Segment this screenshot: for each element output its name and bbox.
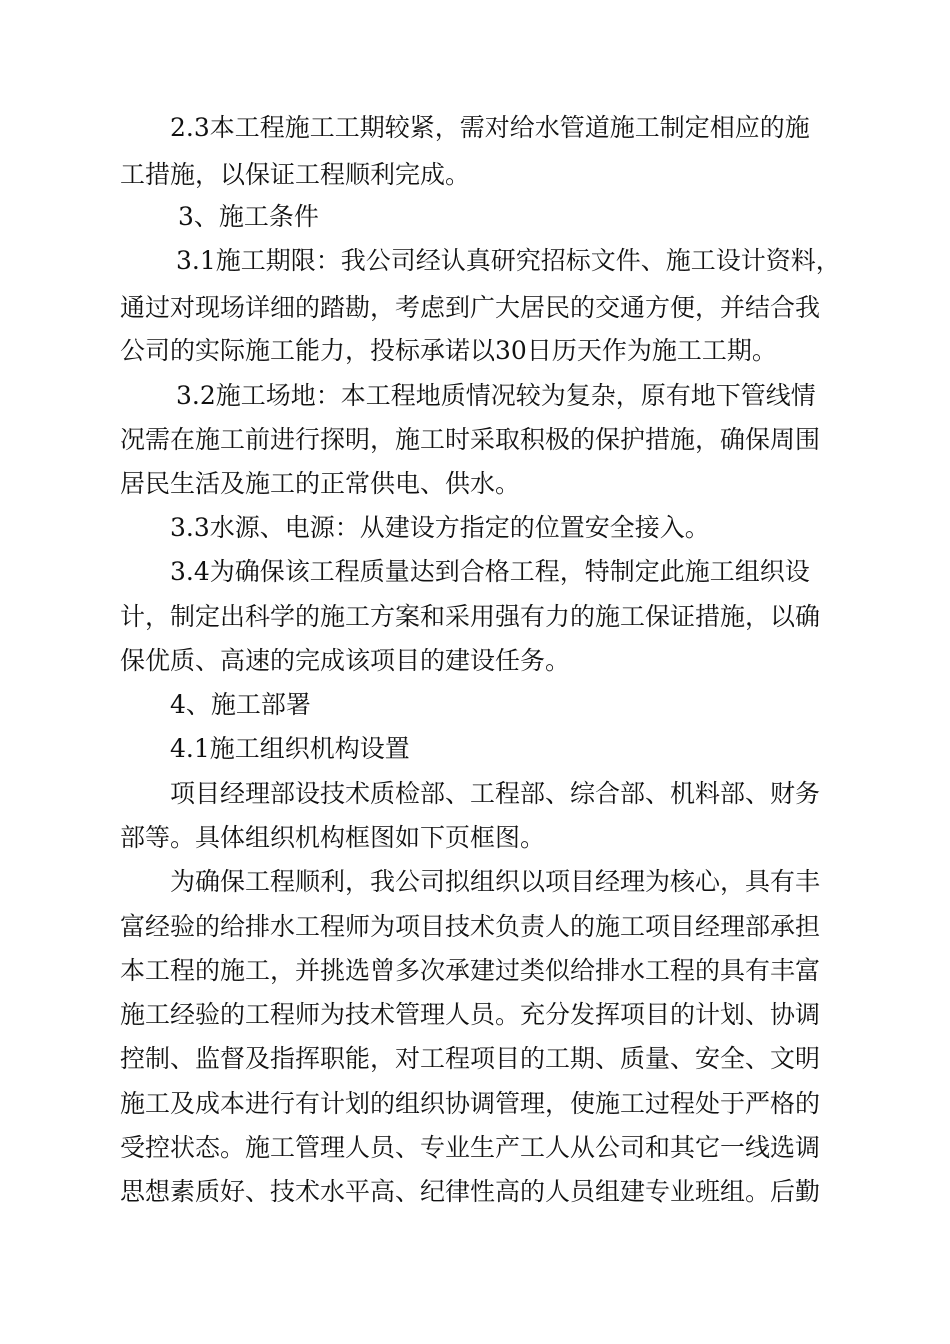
text-line: 居民生活及施工的正常供电、供水。	[120, 469, 521, 498]
text-line: 为确保工程顺利，我公司拟组织以项目经理为核心，具有丰	[170, 867, 821, 896]
text-line: 计，制定出科学的施工方案和采用强有力的施工保证措施，以确	[120, 602, 821, 631]
text-line: 公司的实际施工能力，投标承诺以30日历天作为施工工期。	[120, 336, 777, 365]
text-line: 通过对现场详细的踏勘，考虑到广大居民的交通方便，并结合我	[120, 293, 821, 322]
subsection-heading: 4.1施工组织机构设置	[170, 734, 410, 763]
text-line: 2.3本工程施工工期较紧，需对给水管道施工制定相应的施	[170, 113, 810, 142]
text-line: 保优质、高速的完成该项目的建设任务。	[120, 646, 571, 675]
text-line: 富经验的给排水工程师为项目技术负责人的施工项目经理部承担	[120, 912, 821, 941]
text-line: 项目经理部设技术质检部、工程部、综合部、机料部、财务	[170, 779, 821, 808]
section-heading: 4、施工部署	[170, 690, 311, 719]
text-line: 3.2施工场地：本工程地质情况较为复杂，原有地下管线情	[176, 381, 816, 410]
text-line: 3.1施工期限：我公司经认真研究招标文件、施工设计资料，	[176, 246, 841, 275]
text-line: 3.4为确保该工程质量达到合格工程，特制定此施工组织设	[170, 557, 810, 586]
text-line: 况需在施工前进行探明，施工时采取积极的保护措施，确保周围	[120, 425, 821, 454]
text-line: 工措施，以保证工程顺利完成。	[120, 160, 471, 189]
text-line: 思想素质好、技术水平高、纪律性高的人员组建专业班组。后勤	[120, 1177, 821, 1206]
text-line: 3.3水源、电源：从建设方指定的位置安全接入。	[170, 513, 710, 542]
text-line: 施工经验的工程师为技术管理人员。充分发挥项目的计划、协调	[120, 1000, 821, 1029]
text-line: 施工及成本进行有计划的组织协调管理，使施工过程处于严格的	[120, 1089, 821, 1118]
text-line: 部等。具体组织机构框图如下页框图。	[120, 823, 546, 852]
text-line: 控制、监督及指挥职能，对工程项目的工期、质量、安全、文明	[120, 1044, 821, 1073]
text-line: 受控状态。施工管理人员、专业生产工人从公司和其它一线选调	[120, 1133, 821, 1162]
text-line: 本工程的施工，并挑选曾多次承建过类似给排水工程的具有丰富	[120, 956, 821, 985]
section-heading: 3、施工条件	[178, 202, 319, 231]
